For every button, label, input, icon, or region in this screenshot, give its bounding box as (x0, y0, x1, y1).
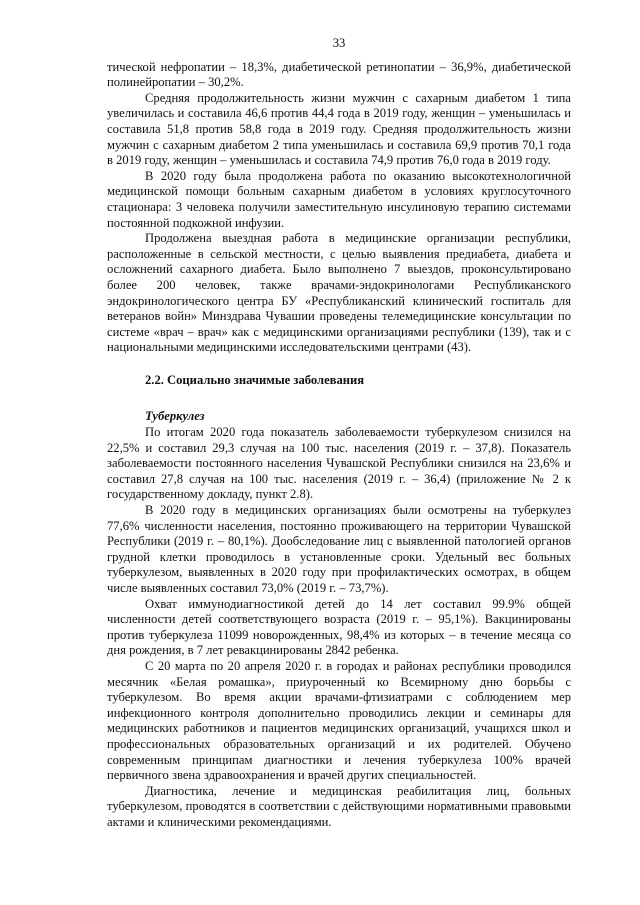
paragraph: По итогам 2020 года показатель заболеваемости туберкулезом снизился на 22,5% и составил 29,3 случая на 100 тыс. населения (2019 г. – 37,8). Показатель заболеваемости постоянного населения Чувашской Республики снизился на 23,6% и составил 27,8 случая на 100 тыс. населения (2019 г. – 36,4) (приложение № 2 к государственному докладу, пункт 2.8). (107, 425, 571, 502)
section-heading: 2.2. Социально значимые заболевания (145, 372, 365, 387)
paragraph: С 20 марта по 20 апреля 2020 г. в городах и районах республики проводился месячник «Белая ромашка», приуроченный ко Всемирному дню борьбы с туберкулезом. Во время акции врачами-фтизиатрами с соблюдением мер инфекционного контроля дополнительно проводились лекции и семинары для медицинских работников и пациентов медицинских организаций, учащихся школ и профессиональных образовательных организаций и их родителей. Обучено современным принципам диагностики и лечения туберкулеза 100% врачей первичного звена здравоохранения и врачей других специальностей. (107, 658, 571, 783)
paragraph: Средняя продолжительность жизни мужчин с сахарным диабетом 1 типа увеличилась и составила 46,6 против 44,4 года в 2019 году, женщин – уменьшилась и составила 51,8 против 58,8 года в 2019 году. Средняя продолжительность жизни мужчин с сахарным диабетом 2 типа уменьшилась и составила 69,9 против 70,1 года в 2019 году, женщин – уменьшилась и составила 74,9 против 76,0 года в 2019 году. (107, 90, 571, 168)
paragraph: Продолжена выездная работа в медицинские организации республики, расположенные в сельской местности, с целью выявления предиабета, диабета и осложнений сахарного диабета. Было выполнено 7 выездов, проконсультировано более 200 человек, также врачами-эндокринологами Республиканского эндокринологического центра БУ «Республиканский клинический госпиталь для ветеранов войн» Минздрава Чувашии проведены телемедицинские консультации по системе «врач – врач» как с медицинскими организациями республики (139), так и с национальными медицинскими исследовательскими центрами (43). (107, 231, 571, 355)
page-number: 33 (332, 36, 346, 50)
tuberculosis-text-block (107, 425, 571, 830)
paragraph: Диагностика, лечение и медицинская реабилитация лиц, больных туберкулезом, проводятся в соответствии с действующими нормативными правовыми актами и клиническими рекомендациями. (107, 783, 571, 829)
paragraph: В 2020 году в медицинских организациях были осмотрены на туберкулез 77,6% численности населения, постоянно проживающего на территории Чувашской Республики (2019 г. – 80,1%). Дообследование лиц с выявленной патологией органов грудной клетки проводилось в установленные сроки. Удельный вес больных туберкулезом, выявленных в 2020 году при профилактических осмотрах, в общем числе выявленных составил 73,0% (2019 г. – 73,7%). (107, 503, 571, 595)
document-page (107, 36, 571, 831)
intro-text-block (107, 60, 571, 356)
subsection-heading: Туберкулез (145, 409, 205, 424)
paragraph: Охват иммунодиагностикой детей до 14 лет составил 99.9% общей численности детей соответствующего возраста (2019 г. – 95,1%). Вакцинированы против туберкулеза 11099 новорожденных, 98,4% из которых – в течение месяца со дня рождения, в 7 лет ревакцинированы 2842 ребенка. (107, 596, 571, 658)
paragraph: тической нефропатии – 18,3%, диабетической ретинопатии – 36,9%, диабетической полинейропатии – 30,2%. (107, 59, 571, 90)
paragraph: В 2020 году была продолжена работа по оказанию высокотехнологичной медицинской помощи больным сахарным диабетом в условиях круглосуточного стационара: 3 человека получили заместительную инсулиновую терапию системами постоянной подкожной инфузии. (107, 168, 571, 230)
